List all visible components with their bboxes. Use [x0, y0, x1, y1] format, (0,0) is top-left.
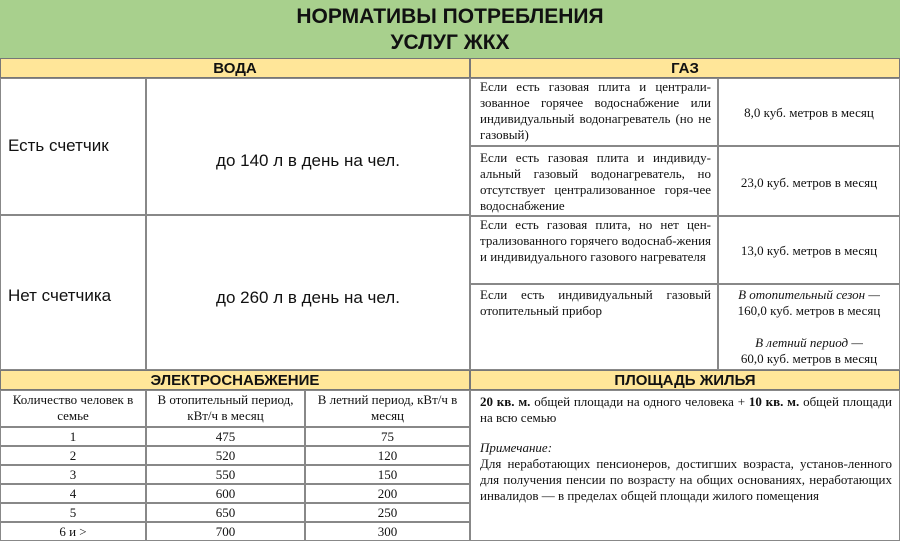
page-title — [0, 0, 900, 58]
electricity-cell: 650 — [146, 503, 305, 522]
gas-condition-3: Если есть газовая плита, но нет цен-трализованного горячего водоснаб-жения и индивидуального газового нагревателя — [470, 216, 718, 284]
electricity-col-header: В отопительный период, кВт/ч в месяц — [146, 390, 305, 427]
housing-header: ПЛОЩАДЬ ЖИЛЬЯ — [470, 370, 900, 390]
housing-area-person: 20 кв. м. — [480, 394, 531, 409]
gas-norm-heating-value: 160,0 куб. метров в месяц — [737, 303, 881, 318]
electricity-cell: 2 — [0, 446, 146, 465]
electricity-cell: 3 — [0, 465, 146, 484]
water-value-meter: до 140 л в день на чел. — [146, 78, 470, 215]
electricity-header: ЭЛЕКТРОСНАБЖЕНИЕ — [0, 370, 470, 390]
housing-text-middle: общей площади на одного человека + — [530, 394, 749, 409]
electricity-cell: 600 — [146, 484, 305, 503]
electricity-cell: 150 — [305, 465, 470, 484]
gas-norm-summer-label: В летний период — — [755, 335, 863, 350]
electricity-cell: 5 — [0, 503, 146, 522]
gas-condition-2: Если есть газовая плита и индивиду-альный газовый водонагреватель, но отсутствует централизованное горя-чее водоснабжение — [470, 146, 718, 216]
electricity-cell: 250 — [305, 503, 470, 522]
housing-cell — [470, 390, 900, 541]
gas-norm-1: 8,0 куб. метров в месяц — [718, 78, 900, 146]
gas-condition-4: Если есть индивидуальный газовый отопительный прибор — [470, 284, 718, 370]
electricity-col-header: Количество человек в семье — [0, 390, 146, 427]
housing-area-family: 10 кв. м. — [748, 394, 800, 409]
title-line-2: УСЛУГ ЖКХ — [390, 31, 510, 54]
electricity-cell: 75 — [305, 427, 470, 446]
title-line-1: НОРМАТИВЫ ПОТРЕБЛЕНИЯ — [296, 5, 604, 28]
water-label-meter: Есть счетчик — [0, 78, 146, 215]
electricity-cell: 120 — [305, 446, 470, 465]
housing-note-text: Для неработающих пенсионеров, достигших возраста, установ-ленного для получения пенсии по возрасту на общих основаниях, неработающих инвалидов — в пределах общей площади жилого помещения — [480, 456, 892, 503]
housing-text-end: общей площади на всю семью — [480, 394, 892, 425]
electricity-cell: 475 — [146, 427, 305, 446]
housing-note-label: Примечание: — [480, 440, 553, 455]
electricity-cell: 200 — [305, 484, 470, 503]
water-label-no-meter: Нет счетчика — [0, 215, 146, 370]
gas-norm-3: 13,0 куб. метров в месяц — [718, 216, 900, 284]
electricity-col-header: В летний период, кВт/ч в месяц — [305, 390, 470, 427]
gas-header: ГАЗ — [470, 58, 900, 78]
gas-norm-heating-label: В отопительный сезон — — [738, 287, 880, 302]
gas-norm-2: 23,0 куб. метров в месяц — [718, 146, 900, 216]
electricity-cell: 4 — [0, 484, 146, 503]
gas-condition-1: Если есть газовая плита и централи-зованное горячее водоснабжение или индивидуальный водонагреватель (но не газовый) — [470, 78, 718, 146]
gas-norm-summer-value: 60,0 куб. метров в месяц — [740, 351, 878, 366]
electricity-cell: 520 — [146, 446, 305, 465]
housing-norm — [480, 394, 892, 426]
electricity-cell: 6 и > — [0, 522, 146, 541]
water-header: ВОДА — [0, 58, 470, 78]
electricity-cell: 1 — [0, 427, 146, 446]
gas-norm-4 — [718, 284, 900, 370]
electricity-cell: 700 — [146, 522, 305, 541]
electricity-cell: 300 — [305, 522, 470, 541]
electricity-cell: 550 — [146, 465, 305, 484]
water-value-no-meter: до 260 л в день на чел. — [146, 215, 470, 370]
